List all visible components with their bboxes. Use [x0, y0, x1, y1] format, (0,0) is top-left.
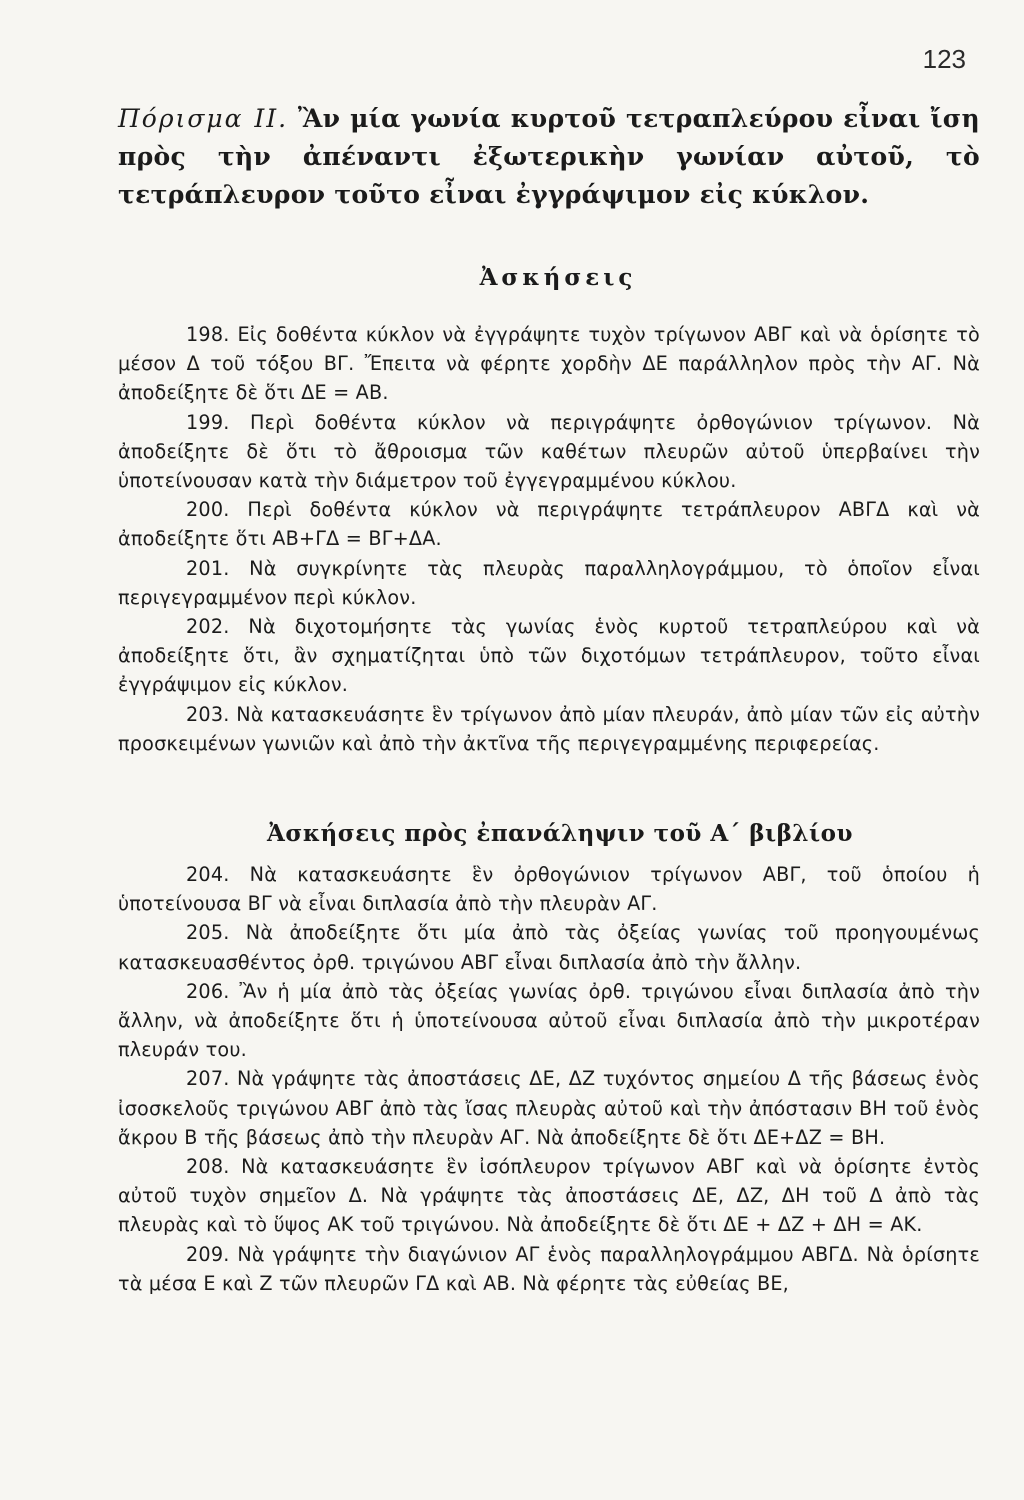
exercise-198: 198. Εἰς δοθέντα κύκλον νὰ ἐγγράψητε τυχὸν τρίγωνον ΑΒΓ καὶ νὰ ὁρίσητε τὸ μέσον Δ τοῦ τόξου ΒΓ. Ἔπειτα νὰ φέρητε χορδὴν ΔΕ παράλληλον πρὸς τὴν ΑΓ. Νὰ ἀποδείξητε δὲ ὅτι ΔΕ = ΑΒ.	[118, 323, 980, 405]
review-exercises-heading: Ἀσκήσεις πρὸς ἐπανάληψιν τοῦ Α΄ βιβλίου	[267, 820, 853, 847]
corollary-paragraph	[118, 100, 980, 214]
exercise-200: 200. Περὶ δοθέντα κύκλον νὰ περιγράψητε τετράπλευρον ΑΒΓΔ καὶ νὰ ἀποδείξητε ὅτι ΑΒ+ΓΔ = ΒΓ+ΔΑ.	[118, 498, 980, 551]
exercise-list-2	[118, 860, 980, 1298]
exercise-202: 202. Νὰ διχοτομήσητε τὰς γωνίας ἑνὸς κυρτοῦ τετραπλεύρου καὶ νὰ ἀποδείξητε ὅτι, ἂν σχηματίζηται ὑπὸ τῶν διχοτόμων τετράπλευρον, τοῦτο εἶναι ἐγγράψιμον εἰς κύκλον.	[118, 615, 980, 697]
exercises-heading: Ἀσκήσεις	[479, 264, 637, 291]
exercise-199: 199. Περὶ δοθέντα κύκλον νὰ περιγράψητε ὀρθογώνιον τρίγωνον. Νὰ ἀποδείξητε δὲ ὅτι τὸ ἄθροισμα τῶν καθέτων πλευρῶν αὐτοῦ ὑπερβαίνει τὴν ὑποτείνουσαν κατὰ τὴν διάμετρον τοῦ ἐγγεγραμμένου κύκλου.	[118, 410, 980, 493]
exercise-201: 201. Νὰ συγκρίνητε τὰς πλευρὰς παραλληλογράμμου, τὸ ὁποῖον εἶναι περιγεγραμμένον περὶ κύκλον.	[118, 556, 980, 609]
exercise-205: 205. Νὰ ἀποδείξητε ὅτι μία ἀπὸ τὰς ὀξείας γωνίας τοῦ προηγουμένως κατασκευασθέντος ὀρθ. τριγώνου ΑΒΓ εἶναι διπλασία ἀπὸ τὴν ἄλλην.	[118, 921, 980, 974]
exercise-207: 207. Νὰ γράψητε τὰς ἀποστάσεις ΔΕ, ΔΖ τυχόντος σημείου Δ τῆς βάσεως ἑνὸς ἰσοσκελοῦς τριγώνου ΑΒΓ ἀπὸ τὰς ἴσας πλευρὰς αὐτοῦ καὶ τὴν ἀπόστασιν ΒΗ τοῦ ἑνὸς ἄκρου Β τῆς βάσεως ἀπὸ τὴν πλευρὰν ΑΓ. Νὰ ἀποδείξητε δὲ ὅτι ΔΕ+ΔΖ = ΒΗ.	[118, 1067, 980, 1149]
exercise-208: 208. Νὰ κατασκευάσητε ἓν ἰσόπλευρον τρίγωνον ΑΒΓ καὶ νὰ ὁρίσητε ἐντὸς αὐτοῦ τυχὸν σημεῖον Δ. Νὰ γράψητε τὰς ἀποστάσεις ΔΕ, ΔΖ, ΔΗ τοῦ Δ ἀπὸ τὰς πλευρὰς καὶ τὸ ὕψος ΑΚ τοῦ τριγώνου. Νὰ ἀποδείξητε δὲ ὅτι ΔΕ + ΔΖ + ΔΗ = ΑΚ.	[118, 1155, 980, 1237]
exercise-209: 209. Νὰ γράψητε τὴν διαγώνιον ΑΓ ἑνὸς παραλληλογράμμου ΑΒΓΔ. Νὰ ὁρίσητε τὰ μέσα Ε καὶ Ζ τῶν πλευρῶν ΓΔ καὶ ΑΒ. Νὰ φέρητε τὰς εὐθείας ΒΕ,	[118, 1242, 980, 1295]
exercise-206: 206. Ἂν ἡ μία ἀπὸ τὰς ὀξείας γωνίας ὀρθ. τριγώνου εἶναι διπλασία ἀπὸ τὴν ἄλλην, νὰ ἀποδείξητε ὅτι ἡ ὑποτείνουσα αὐτοῦ εἶναι διπλασία ἀπὸ τὴν μικροτέραν πλευράν του.	[118, 979, 980, 1062]
page-number: 123	[922, 44, 966, 74]
corollary-text: Ἂν μία γωνία κυρτοῦ τετραπλεύρου εἶναι ἴση πρὸς τὴν ἀπέναντι ἐξωτερικὴν γωνίαν αὐτοῦ, τὸ τετράπλευρον τοῦτο εἶναι ἐγγράψιμον εἰς κύκλον.	[118, 104, 981, 209]
exercise-203: 203. Νὰ κατασκευάσητε ἓν τρίγωνον ἀπὸ μίαν πλευράν, ἀπὸ μίαν τῶν εἰς αὐτὴν προσκειμένων γωνιῶν καὶ ἀπὸ τὴν ἀκτῖνα τῆς περιγεγραμμένης περιφερείας.	[118, 702, 980, 755]
corollary-label: Πόρισμα II.	[118, 104, 289, 133]
exercise-list-1	[118, 320, 980, 758]
exercise-204: 204. Νὰ κατασκευάσητε ἓν ὀρθογώνιον τρίγωνον ΑΒΓ, τοῦ ὁποίου ἡ ὑποτείνουσα ΒΓ νὰ εἶναι διπλασία ἀπὸ τὴν πλευρὰν ΑΓ.	[118, 863, 980, 916]
